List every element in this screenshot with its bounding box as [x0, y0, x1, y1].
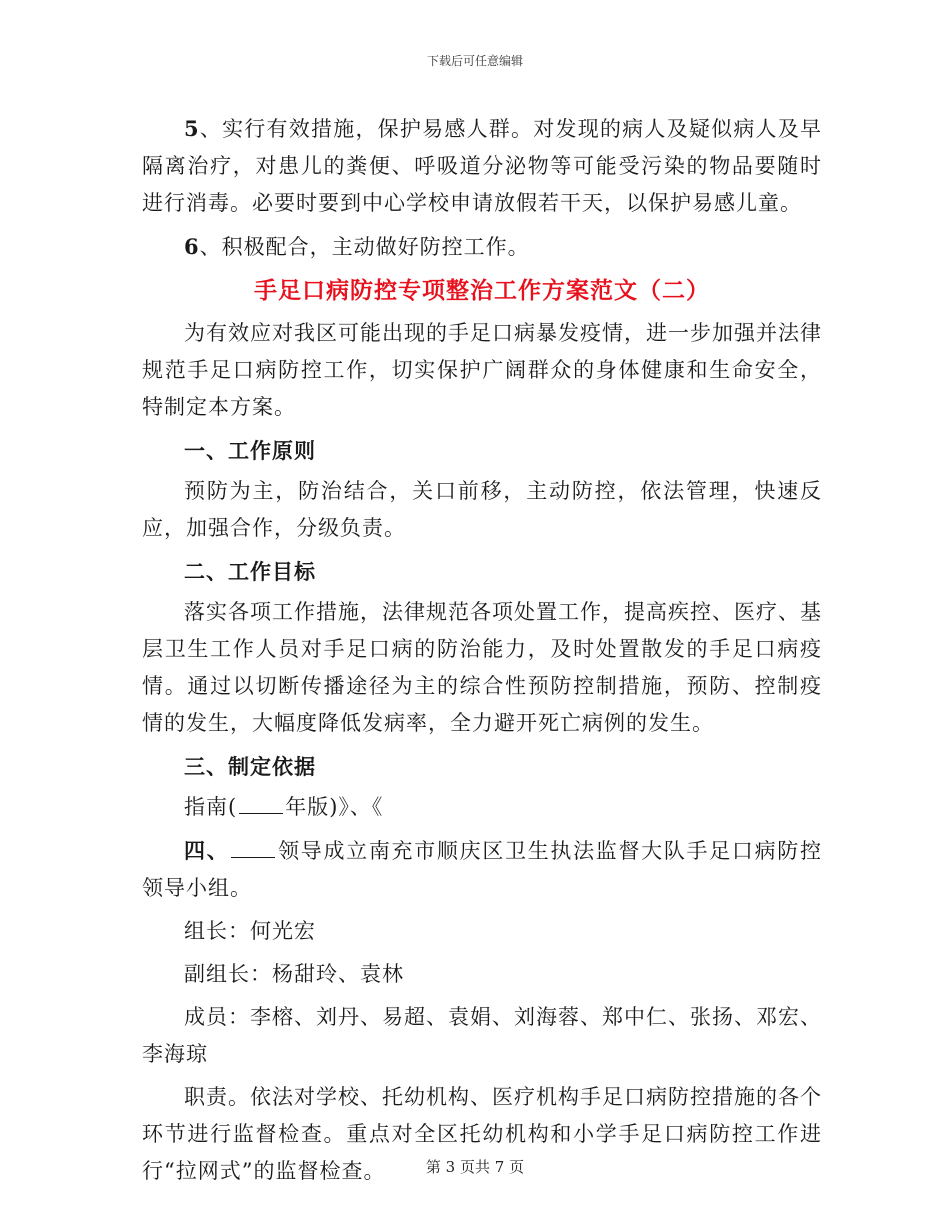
item-number: 6	[184, 234, 200, 259]
duty-paragraph: 职责。依法对学校、托幼机构、医疗机构手足口病防控措施的各个环节进行监督检查。重点对全区托幼机构和小学手足口病防控工作进行“拉网式”的监督检查。	[142, 1085, 822, 1183]
intro-paragraph: 为有效应对我区可能出现的手足口病暴发疫情，进一步加强并法律规范手足口病防控工作，切实保护广阔群众的身体健康和生命安全，特制定本方案。	[142, 321, 822, 419]
heading-principles: 一、工作原则	[184, 438, 316, 463]
members-paragraph: 成员：李榕、刘丹、易超、袁娟、刘海蓉、郑中仁、张扬、邓宏、李海琼	[142, 1005, 822, 1066]
heading-goals: 二、工作目标	[184, 559, 316, 584]
section-title: 手足口病防控专项整治工作方案范文（二）	[254, 277, 710, 304]
document-body	[142, 110, 822, 1190]
page-header: 下载后可任意编辑	[426, 54, 523, 68]
leadership-paragraph	[142, 832, 822, 907]
leadership-text: 领导成立南充市顺庆区卫生执法监督大队手足口病防控领导小组。	[142, 839, 823, 900]
list-item-6	[142, 228, 822, 266]
deputy-line: 副组长：杨甜玲、袁林	[184, 962, 404, 986]
blank-line	[231, 837, 275, 858]
goals-paragraph: 落实各项工作措施，法律规范各项处置工作，提高疾控、医疗、基层卫生工作人员对手足口病的防治能力，及时处置散发的手足口病疫情。通过以切断传播途径为主的综合性预防控制措施，预防、控制疫情的发生，大幅度降低发病率，全力避开死亡病例的发生。	[142, 600, 822, 735]
item-text: 、实行有效措施，保护易感人群。对发现的病人及疑似病人及早隔离治疗，对患儿的粪便、呼吸道分泌物等可能受污染的物品要随时进行消毒。必要时要到中心学校申请放假若干天，以保护易感儿童。	[142, 117, 822, 215]
blank-line	[239, 793, 283, 814]
item-text: 、积极配合，主动做好防控工作。	[199, 235, 530, 259]
heading-basis: 三、制定依据	[184, 754, 316, 779]
principles-paragraph: 预防为主，防治结合，关口前移，主动防控，依法管理，快速反应，加强合作，分级负责。	[142, 479, 822, 540]
basis-suffix: 年版)》、《	[285, 795, 384, 819]
list-item-5	[142, 110, 822, 222]
item-number: 5	[184, 116, 200, 141]
leader-line: 组长：何光宏	[184, 919, 316, 943]
basis-paragraph	[142, 789, 822, 826]
basis-prefix: 指南(	[184, 795, 238, 819]
page-footer: 第 3 页共 7 页	[425, 1158, 525, 1176]
heading-four: 四、	[184, 838, 230, 863]
